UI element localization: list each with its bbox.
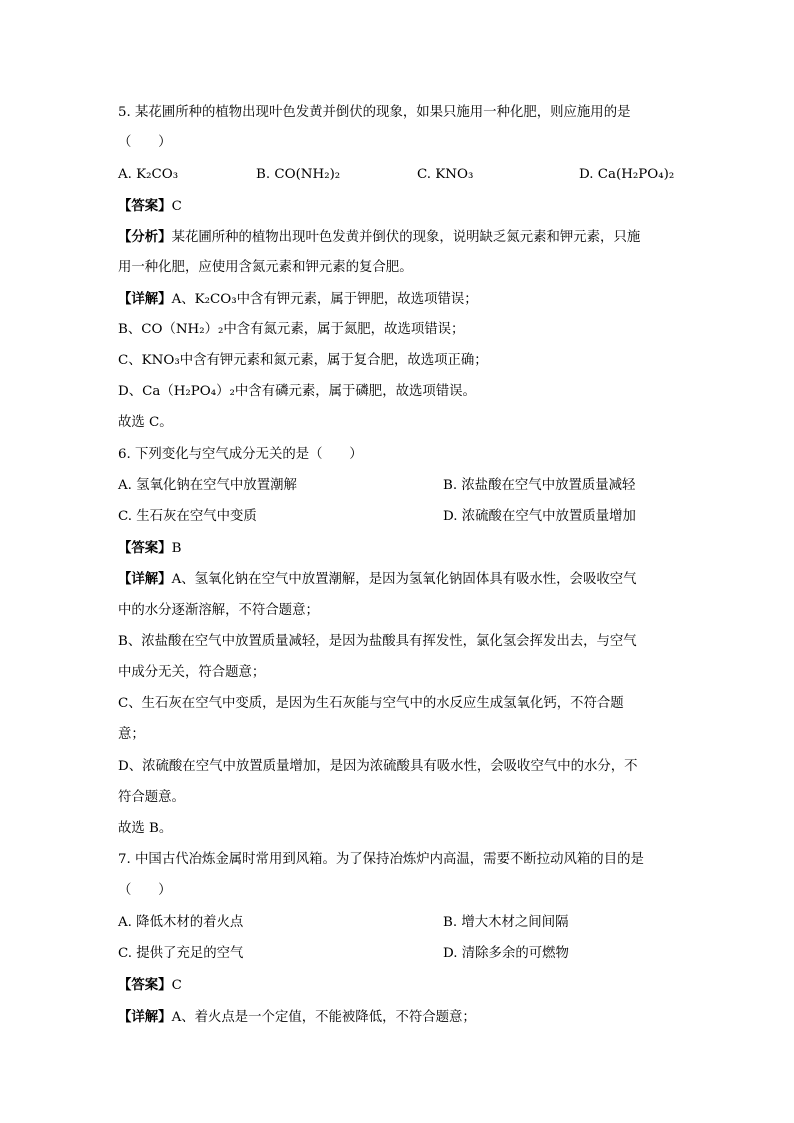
q6-stem: 6. 下列变化与空气成分无关的是（ ）: [118, 447, 363, 462]
q7-option-d: D. 清除多余的可燃物: [443, 946, 569, 961]
q5-analysis-line-1: [118, 227, 640, 247]
answer-tag: 【答案】: [118, 977, 172, 993]
q6-option-d: D. 浓硫酸在空气中放置质量增加: [443, 509, 636, 524]
q6-option-a: A. 氢氧化钠在空气中放置潮解: [118, 478, 297, 493]
q6-answer: B: [171, 541, 182, 556]
answer-tag: 【答案】: [118, 198, 172, 214]
q5-answer-line: [118, 196, 182, 216]
q6-detail-line-1: [118, 569, 637, 589]
q6-detail-line-8: 符合题意。: [118, 790, 185, 805]
q6-detail-line-5: C、生石灰在空气中变质，是因为生石灰能与空气中的水反应生成氢氧化钙，不符合题: [118, 696, 624, 711]
q5-detail-line-4: D、Ca（H₂PO₄）₂中含有磷元素，属于磷肥，故选项错误。: [118, 384, 476, 399]
q6-detail-text-1: A、氢氧化钠在空气中放置潮解，是因为氢氧化钠固体具有吸水性，会吸收空气: [171, 572, 637, 587]
q5-detail-line-2: B、CO（NH₂）₂中含有氮元素，属于氮肥，故选项错误；: [118, 322, 465, 337]
q7-option-b: B. 增大木材之间间隔: [443, 915, 569, 930]
q6-option-b: B. 浓盐酸在空气中放置质量减轻: [443, 478, 636, 493]
q5-analysis-text-1: 某花圃所种的植物出现叶色发黄并倒伏的现象，说明缺乏氮元素和钾元素，只施: [171, 230, 641, 245]
q7-detail-text-1: A、着火点是一个定值，不能被降低，不符合题意；: [171, 1010, 476, 1025]
answer-tag: 【答案】: [118, 540, 172, 556]
detail-tag: 【详解】: [118, 1009, 172, 1025]
q5-detail-line-1: [118, 289, 478, 309]
q5-option-d: D. Ca(H₂PO₄)₂: [579, 167, 675, 182]
q6-conclusion: 故选 B。: [118, 821, 173, 836]
q6-detail-line-2: 中的水分逐渐溶解，不符合题意；: [118, 603, 319, 618]
q5-answer: C: [171, 199, 182, 214]
q6-detail-line-7: D、浓硫酸在空气中放置质量增加，是因为浓硫酸具有吸水性，会吸收空气中的水分，不: [118, 759, 638, 774]
q6-detail-line-3: B、浓盐酸在空气中放置质量减轻，是因为盐酸具有挥发性，氯化氢会挥发出去，与空气: [118, 634, 637, 649]
q6-option-c: C. 生石灰在空气中变质: [118, 509, 257, 524]
q5-stem-line-1: 5. 某花圃所种的植物出现叶色发黄并倒伏的现象，如果只施用一种化肥，则应施用的是: [118, 105, 631, 120]
q7-option-c: C. 提供了充足的空气: [118, 946, 244, 961]
detail-tag: 【详解】: [118, 291, 172, 307]
q6-answer-line: [118, 538, 181, 558]
q5-detail-line-3: C、KNO₃中含有钾元素和氮元素，属于复合肥，故选项正确；: [118, 353, 488, 368]
analysis-tag: 【分析】: [118, 229, 172, 245]
q5-option-b: B. CO(NH₂)₂: [256, 167, 341, 182]
q7-answer-line: [118, 975, 182, 995]
q6-detail-line-6: 意；: [118, 727, 145, 742]
detail-tag: 【详解】: [118, 571, 172, 587]
q7-stem-line-1: 7. 中国古代冶炼金属时常用到风箱。为了保持冶炼炉内高温，需要不断拉动风箱的目的是: [118, 852, 644, 867]
q7-answer: C: [171, 978, 182, 993]
q5-conclusion: 故选 C。: [118, 415, 173, 430]
q6-detail-line-4: 中成分无关，符合题意；: [118, 665, 266, 680]
q7-detail-line-1: [118, 1007, 476, 1027]
q5-analysis-line-2: 用一种化肥，应使用含氮元素和钾元素的复合肥。: [118, 260, 413, 275]
q5-option-a: A. K₂CO₃: [118, 167, 179, 182]
q7-stem-line-2: （ ）: [118, 883, 172, 898]
q5-detail-text-1: A、K₂CO₃中含有钾元素，属于钾肥，故选项错误；: [171, 292, 478, 307]
q7-option-a: A. 降低木材的着火点: [118, 915, 244, 930]
q5-stem-line-2: （ ）: [118, 135, 172, 150]
q5-option-c: C. KNO₃: [417, 167, 474, 182]
